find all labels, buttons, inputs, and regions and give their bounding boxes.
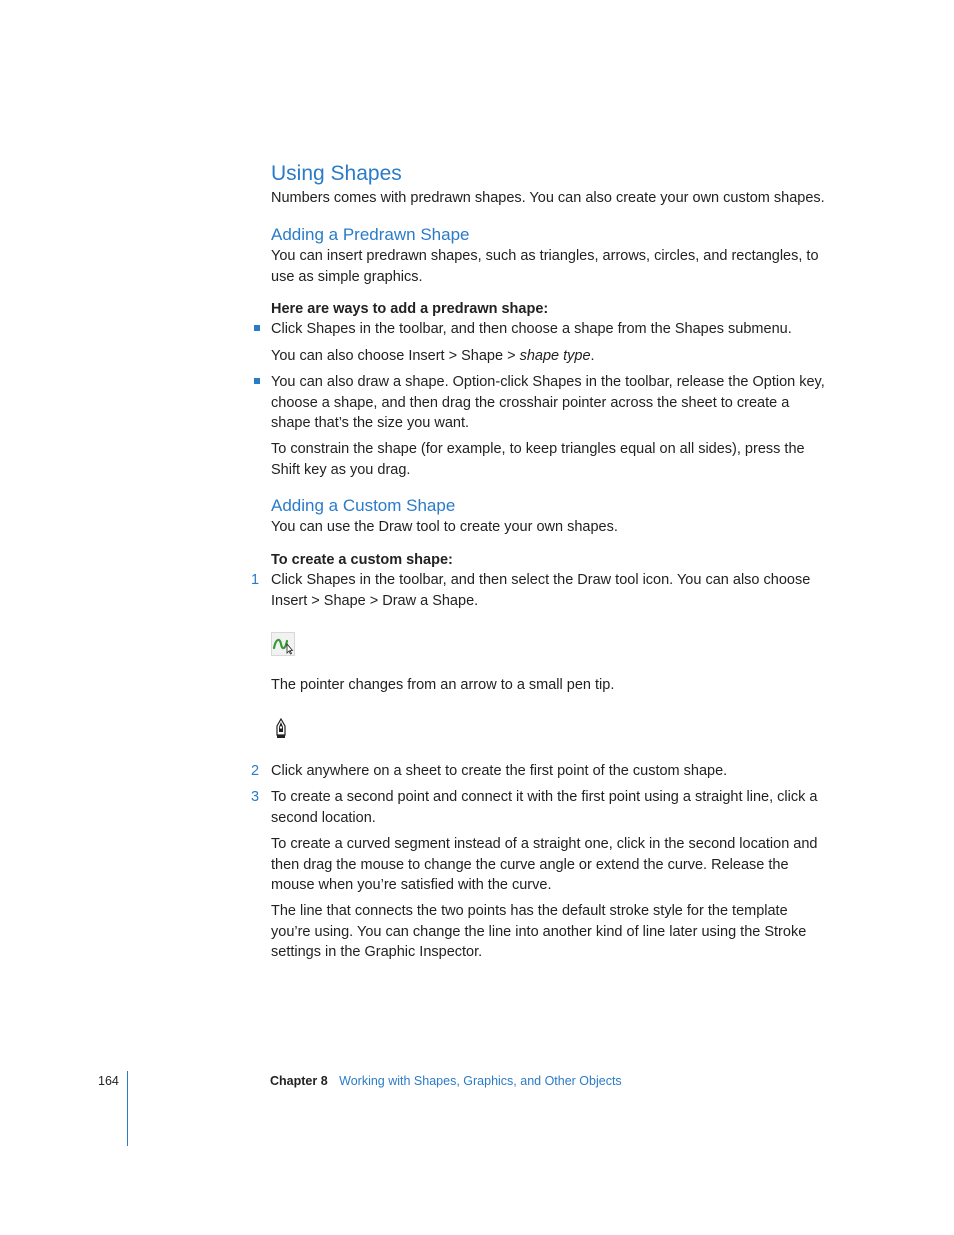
footer-chapter: Chapter 8	[270, 1074, 328, 1088]
step-number: 1	[251, 572, 260, 588]
custom-step-1: Click Shapes in the toolbar, and then select the Draw tool icon. You can also choose Insert > Shape > Draw a Shape.	[271, 572, 811, 609]
predrawn-bullet-1: Click Shapes in the toolbar, and then choose a shape from the Shapes submenu.	[271, 321, 792, 337]
custom-intro: You can use the Draw tool to create your own shapes.	[271, 519, 618, 535]
step-number: 3	[251, 789, 260, 805]
footer-divider	[127, 1071, 128, 1146]
section-intro: Numbers comes with predrawn shapes. You can also create your own custom shapes.	[271, 190, 825, 206]
custom-step-2: Click anywhere on a sheet to create the first point of the custom shape.	[271, 763, 728, 779]
bullet-marker	[254, 378, 260, 384]
step-number: 2	[251, 763, 260, 779]
footer-chapter-title: Working with Shapes, Graphics, and Other Objects	[339, 1074, 622, 1088]
custom-step-3-note-2: The line that connects the two points has the default stroke style for the template you’re using. You can change the line into another kind of line later using the Stroke settings in the Graphic Inspector.	[271, 903, 807, 960]
predrawn-heading: Adding a Predrawn Shape	[271, 225, 470, 244]
custom-steps-label: To create a custom shape:	[271, 552, 453, 568]
draw-tool-icon	[271, 632, 295, 656]
predrawn-bullet-1-note: You can also choose Insert > Shape > shape type.	[271, 348, 595, 364]
bullet-marker	[254, 325, 260, 331]
predrawn-bullet-2-note: To constrain the shape (for example, to keep triangles equal on all sides), press the Shift key as you drag.	[271, 441, 805, 478]
custom-step-3-note-1: To create a curved segment instead of a straight one, click in the second location and then drag the mouse to change the curve angle or extend the curve. Release the mouse when you’re satisfied with the curve.	[271, 836, 818, 893]
custom-step-3: To create a second point and connect it with the first point using a straight line, click a second location.	[271, 789, 818, 826]
custom-step-1-note: The pointer changes from an arrow to a small pen tip.	[271, 677, 615, 693]
footer-running-head	[270, 1073, 622, 1089]
section-title: Using Shapes	[271, 162, 402, 185]
predrawn-ways-label: Here are ways to add a predrawn shape:	[271, 301, 549, 317]
page-number: 164	[98, 1074, 119, 1088]
custom-heading: Adding a Custom Shape	[271, 496, 456, 515]
predrawn-intro: You can insert predrawn shapes, such as triangles, arrows, circles, and rectangles, to use as simple graphics.	[271, 248, 819, 285]
pen-pointer-icon	[273, 718, 289, 740]
predrawn-bullet-2: You can also draw a shape. Option-click Shapes in the toolbar, release the Option key, choose a shape, and then drag the crosshair pointer across the sheet to create a shape that’s the size you want.	[271, 374, 825, 431]
